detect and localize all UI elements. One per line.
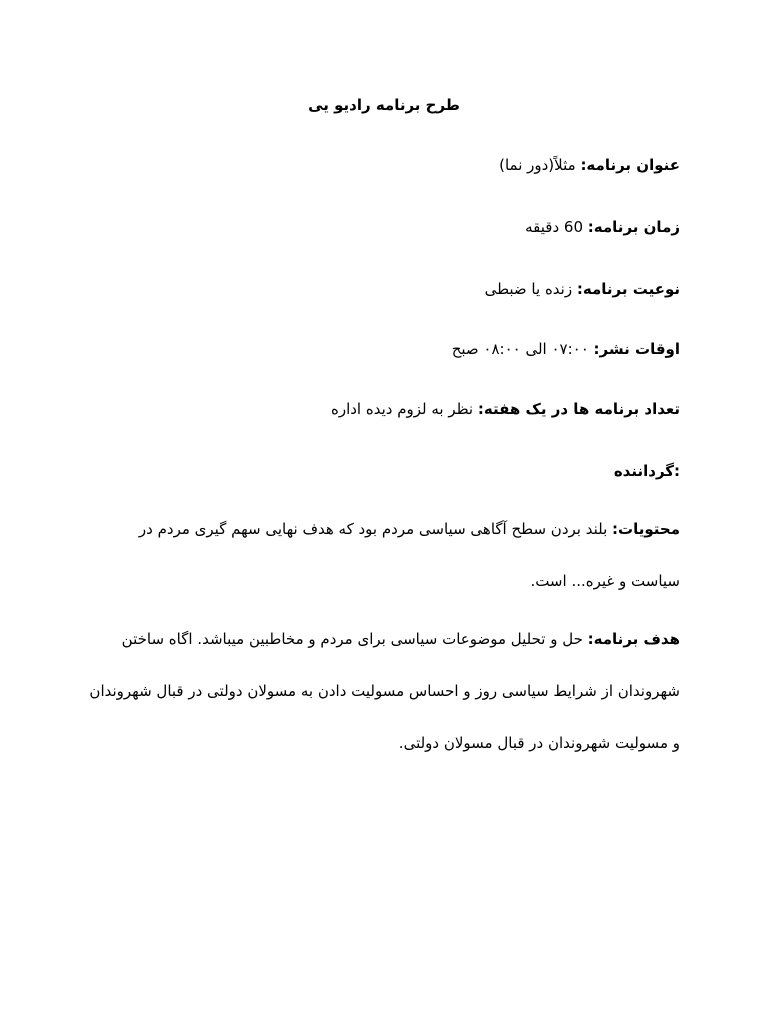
document-title: طرح برنامه رادیو یی bbox=[308, 96, 460, 114]
field-weekly-count bbox=[80, 398, 680, 420]
field-program-duration bbox=[80, 216, 680, 238]
field-label: زمان برنامه: bbox=[587, 218, 680, 236]
field-value: زنده یا ضبطی bbox=[484, 280, 577, 298]
goal-text: حل و تحلیل موضوعات سیاسی برای مردم و مخاطبین میباشد. اگاه ساختن شهروندان از شرایط سیاسی روز و احساس مسولیت دادن به مسولان دولتی در قبال شهروندان و مسولیت شهروندان در قبال مسولان دولتی. bbox=[89, 630, 680, 752]
content-label: محتویات: bbox=[612, 520, 680, 538]
field-program-title bbox=[80, 154, 680, 176]
goal-label: هدف برنامه: bbox=[587, 630, 680, 648]
field-label: :گرداننده bbox=[613, 462, 680, 480]
field-label: عنوان برنامه: bbox=[580, 156, 680, 174]
field-broadcast-time bbox=[80, 338, 680, 360]
content-text: بلند بردن سطح آگاهی سیاسی مردم بود که هدف نهایی سهم گیری مردم در سیاست و غیره... است. bbox=[138, 520, 680, 590]
field-label: نوعیت برنامه: bbox=[576, 280, 680, 298]
content-paragraph bbox=[88, 503, 680, 607]
goal-paragraph bbox=[88, 613, 680, 769]
field-value: مثلاً(دور نما) bbox=[499, 156, 581, 174]
field-label: تعداد برنامه ها در یک هفته: bbox=[477, 400, 680, 418]
field-value: 60 دقیقه bbox=[525, 218, 588, 236]
field-presenter bbox=[80, 460, 680, 482]
field-value: ۰۷:۰۰ الی ۰۸:۰۰ صبح bbox=[451, 340, 594, 358]
field-label: اوقات نشر: bbox=[593, 340, 680, 358]
field-value: نظر به لزوم دیده اداره bbox=[330, 400, 478, 418]
field-program-type bbox=[80, 278, 680, 300]
